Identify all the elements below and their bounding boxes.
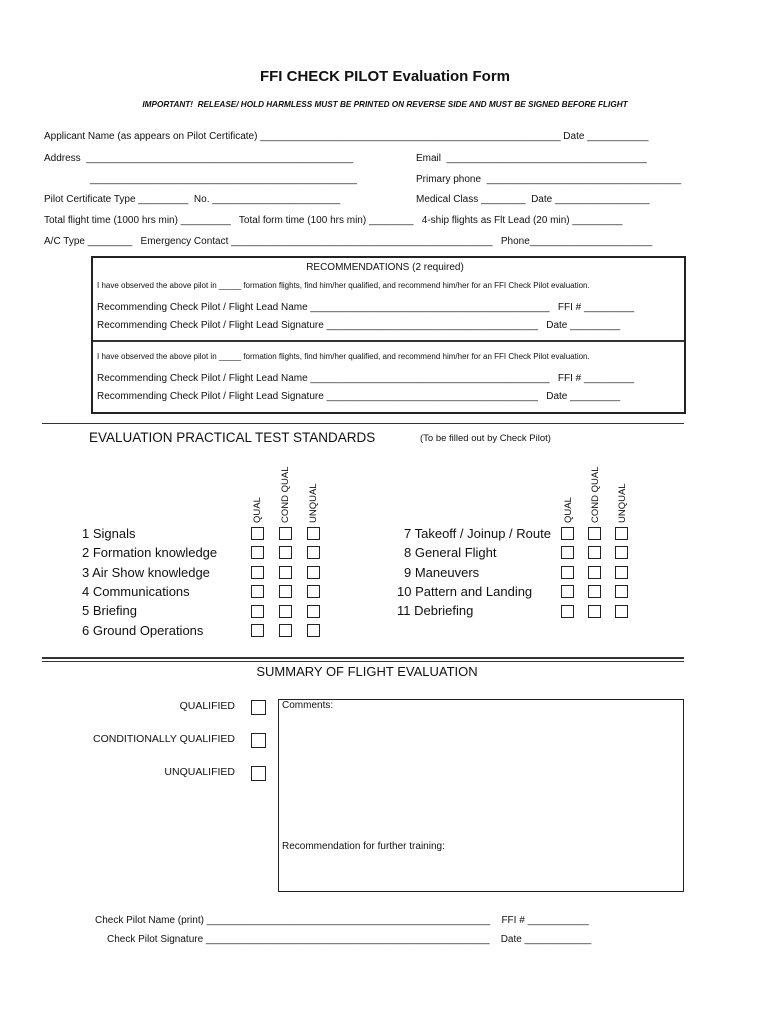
checkbox-briefing-unqual[interactable] — [307, 605, 320, 618]
pilot-certificate-field[interactable]: Pilot Certificate Type _________ No. _______________________ — [44, 194, 341, 205]
checkbox-briefing-cond-qual[interactable] — [279, 605, 292, 618]
checkbox-communications-qual[interactable] — [251, 585, 264, 598]
ept-note: (To be filled out by Check Pilot) — [420, 433, 551, 444]
item-ground-operations: 6 Ground Operations — [82, 623, 204, 638]
checkbox-takeoff-cond-qual[interactable] — [588, 527, 601, 540]
unqualified-label: UNQUALIFIED — [164, 766, 235, 778]
item-signals: 1 Signals — [82, 526, 136, 541]
check-pilot-name-field[interactable]: Check Pilot Name (print) ___________________________________________________ FFI # ___________ — [95, 915, 589, 926]
item-communications: 4 Communications — [82, 584, 190, 599]
checkbox-conditionally-qualified[interactable] — [251, 733, 266, 748]
comments-label: Comments: — [282, 700, 334, 711]
address-field[interactable]: Address ________________________________________________ — [44, 153, 354, 164]
checkbox-communications-unqual[interactable] — [307, 585, 320, 598]
checkbox-debriefing-unqual[interactable] — [615, 605, 628, 618]
checkbox-debriefing-qual[interactable] — [561, 605, 574, 618]
item-air-show-knowledge: 3 Air Show knowledge — [82, 565, 210, 580]
checkbox-communications-cond-qual[interactable] — [279, 585, 292, 598]
col-unqual-right: UNQUAL — [617, 483, 628, 523]
checkbox-ground-ops-unqual[interactable] — [307, 624, 320, 637]
medical-class-field[interactable]: Medical Class ________ Date _________________ — [416, 194, 650, 205]
conditionally-qualified-label: CONDITIONALLY QUALIFIED — [93, 733, 235, 745]
item-maneuvers: 9 Maneuvers — [404, 565, 480, 580]
checkbox-signals-cond-qual[interactable] — [279, 527, 292, 540]
further-training-label: Recommendation for further training: — [282, 841, 445, 852]
checkbox-airshow-cond-qual[interactable] — [279, 566, 292, 579]
recommender-1-signature-field[interactable]: Recommending Check Pilot / Flight Lead Signature ______________________________________ Date _________ — [97, 320, 621, 331]
checkbox-general-flight-qual[interactable] — [561, 546, 574, 559]
observed-statement-1[interactable]: I have observed the above pilot in _____ formation flights, find him/her qualified, and recommend him/her for an FFI Check Pilot evaluation. — [97, 281, 590, 290]
checkbox-maneuvers-cond-qual[interactable] — [588, 566, 601, 579]
col-qual-left: QUAL — [252, 497, 263, 523]
ept-heading: EVALUATION PRACTICAL TEST STANDARDS — [89, 430, 376, 445]
qualified-label: QUALIFIED — [179, 700, 235, 712]
checkbox-formation-unqual[interactable] — [307, 546, 320, 559]
checkbox-maneuvers-unqual[interactable] — [615, 566, 628, 579]
applicant-name-field[interactable]: Applicant Name (as appears on Pilot Certificate) ______________________________________________________ Date ___________ — [44, 131, 649, 142]
checkbox-pattern-unqual[interactable] — [615, 585, 628, 598]
checkbox-signals-qual[interactable] — [251, 527, 264, 540]
check-pilot-signature-field[interactable]: Check Pilot Signature ___________________________________________________ Date ____________ — [107, 934, 592, 945]
item-debriefing: 11 Debriefing — [397, 603, 474, 618]
checkbox-takeoff-unqual[interactable] — [615, 527, 628, 540]
summary-divider-top — [42, 657, 684, 659]
checkbox-maneuvers-qual[interactable] — [561, 566, 574, 579]
summary-heading: SUMMARY OF FLIGHT EVALUATION — [256, 664, 478, 679]
checkbox-general-flight-unqual[interactable] — [615, 546, 628, 559]
ac-type-emergency-field[interactable]: A/C Type ________ Emergency Contact _______________________________________________ Phone______________________ — [44, 236, 653, 247]
recommender-2-name-field[interactable]: Recommending Check Pilot / Flight Lead Name ___________________________________________ FFI # _________ — [97, 373, 635, 384]
col-cond-qual-right: COND QUAL — [590, 466, 601, 523]
item-pattern-and-landing: 10 Pattern and Landing — [397, 584, 533, 599]
checkbox-unqualified[interactable] — [251, 766, 266, 781]
checkbox-airshow-unqual[interactable] — [307, 566, 320, 579]
checkbox-formation-cond-qual[interactable] — [279, 546, 292, 559]
col-unqual-left: UNQUAL — [308, 483, 319, 523]
checkbox-formation-qual[interactable] — [251, 546, 264, 559]
checkbox-briefing-qual[interactable] — [251, 605, 264, 618]
checkbox-ground-ops-qual[interactable] — [251, 624, 264, 637]
email-field[interactable]: Email ____________________________________ — [416, 153, 647, 164]
item-briefing: 5 Briefing — [82, 603, 137, 618]
summary-divider-bottom — [42, 661, 684, 662]
checkbox-ground-ops-cond-qual[interactable] — [279, 624, 292, 637]
flight-time-field[interactable]: Total flight time (1000 hrs min) _________ Total form time (100 hrs min) ________ 4-ship flights as Flt Lead (20 min) _________ — [44, 215, 623, 226]
recommender-2-signature-field[interactable]: Recommending Check Pilot / Flight Lead Signature ______________________________________ Date _________ — [97, 391, 621, 402]
checkbox-airshow-qual[interactable] — [251, 566, 264, 579]
item-takeoff-joinup-route: 7 Takeoff / Joinup / Route — [404, 526, 551, 541]
checkbox-pattern-cond-qual[interactable] — [588, 585, 601, 598]
recommendations-heading: RECOMMENDATIONS (2 required) — [306, 262, 464, 273]
checkbox-pattern-qual[interactable] — [561, 585, 574, 598]
ept-divider — [42, 423, 684, 424]
page-title: FFI CHECK PILOT Evaluation Form — [259, 68, 510, 85]
col-qual-right: QUAL — [563, 497, 574, 523]
important-notice: IMPORTANT! RELEASE/ HOLD HARMLESS MUST BE PRINTED ON REVERSE SIDE AND MUST BE SIGNED BEFORE FLIGHT — [142, 100, 628, 109]
checkbox-debriefing-cond-qual[interactable] — [588, 605, 601, 618]
checkbox-qualified[interactable] — [251, 700, 266, 715]
recommender-1-name-field[interactable]: Recommending Check Pilot / Flight Lead Name ___________________________________________ FFI # _________ — [97, 302, 635, 313]
comments-box[interactable] — [278, 699, 684, 892]
item-formation-knowledge: 2 Formation knowledge — [82, 545, 218, 560]
checkbox-general-flight-cond-qual[interactable] — [588, 546, 601, 559]
address-field-line2[interactable]: ________________________________________________ — [90, 174, 357, 185]
checkbox-signals-unqual[interactable] — [307, 527, 320, 540]
recommendations-divider — [93, 340, 684, 342]
observed-statement-2[interactable]: I have observed the above pilot in _____ formation flights, find him/her qualified, and recommend him/her for an FFI Check Pilot evaluation. — [97, 352, 590, 361]
primary-phone-field[interactable]: Primary phone ___________________________________ — [416, 174, 682, 185]
checkbox-takeoff-qual[interactable] — [561, 527, 574, 540]
col-cond-qual-left: COND QUAL — [280, 466, 291, 523]
item-general-flight: 8 General Flight — [404, 545, 497, 560]
